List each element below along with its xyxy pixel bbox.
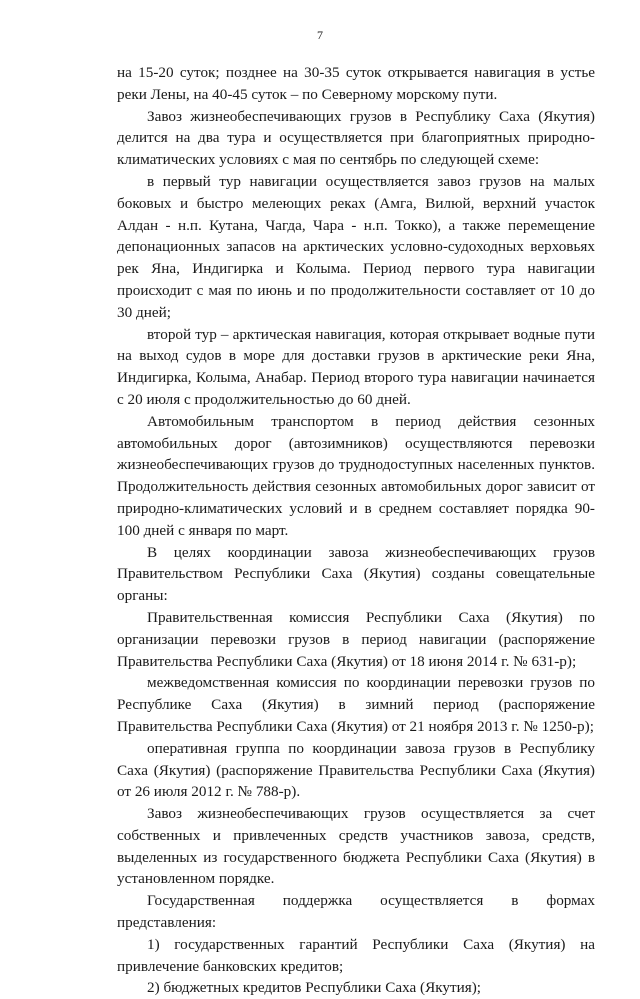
paragraph-coordination-bodies: В целях координации завоза жизнеобеспечивающих грузов Правительством Республики Саха (Якутия) созданы совещательные органы: [117, 543, 595, 605]
list-item-guarantees: 1) государственных гарантий Республики Саха (Якутия) на привлечение банковских кредитов; [117, 935, 595, 975]
paragraph-state-support: Государственная поддержка осуществляется в формах представления: [117, 892, 595, 932]
paragraph-delivery-tours: Завоз жизнеобеспечивающих грузов в Республику Саха (Якутия) делится на два тура и осуществляется при благоприятных природно-климатических условиях с мая по сентябрь по следующей схеме: [117, 107, 595, 169]
paragraph-operational-group: оперативная группа по координации завоза грузов в Республику Саха (Якутия) (распоряжение Правительства Республики Саха (Якутия) от 26 июля 2012 г. № 788-р). [117, 739, 595, 801]
paragraph-first-tour: в первый тур навигации осуществляется завоз грузов на малых боковых и быстро мелеющих реках (Амга, Вилюй, верхний участок Алдан - н.п. Кутана, Чагда, Чара - н.п. Токко), а также перемещение депонационных запасов на арктических условно-судоходных верховьях рек Яна, Индигирка и Колыма. Период первого тура навигации происходит с мая по июнь и по продолжительности составляет от 10 до 30 дней; [117, 172, 595, 321]
paragraph-second-tour: второй тур – арктическая навигация, которая открывает водные пути на выход судов в море для доставки грузов в арктические реки Яна, Индигирка, Колыма, Анабар. Период второго тура навигации начинается с 20 июля с продолжительностью до 60 дней. [117, 325, 595, 408]
body-text [117, 62, 595, 999]
list-item-budget-credits: 2) бюджетных кредитов Республики Саха (Якутия); [147, 979, 481, 997]
paragraph-government-commission: Правительственная комиссия Республики Саха (Якутия) по организации перевозки грузов в период навигации (распоряжение Правительства Республики Саха (Якутия) от 18 июня 2014 г. № 631-р); [117, 608, 595, 670]
paragraph-interagency-commission: межведомственная комиссия по координации перевозки грузов по Республике Саха (Якутия) в зимний период (распоряжение Правительства Республики Саха (Якутия) от 21 ноября 2013 г. № 1250-р); [117, 674, 595, 735]
paragraph-continuation: на 15-20 суток; позднее на 30-35 суток открывается навигация в устье реки Лены, на 40-45 суток – по Северному морскому пути. [117, 64, 595, 103]
paragraph-funding: Завоз жизнеобеспечивающих грузов осуществляется за счет собственных и привлеченных средств участников завоза, средств, выделенных из государственного бюджета Республики Саха (Якутия) в установленном порядке. [117, 805, 595, 888]
page-number: 7 [317, 28, 323, 42]
paragraph-road-transport: Автомобильным транспортом в период действия сезонных автомобильных дорог (автозимников) осуществляются перевозки жизнеобеспечивающих грузов до труднодоступных населенных пунктов. Продолжительность действия сезонных автомобильных дорог зависит от природно-климатических условий и в среднем составляет порядка 90-100 дней с января по март. [117, 412, 595, 539]
